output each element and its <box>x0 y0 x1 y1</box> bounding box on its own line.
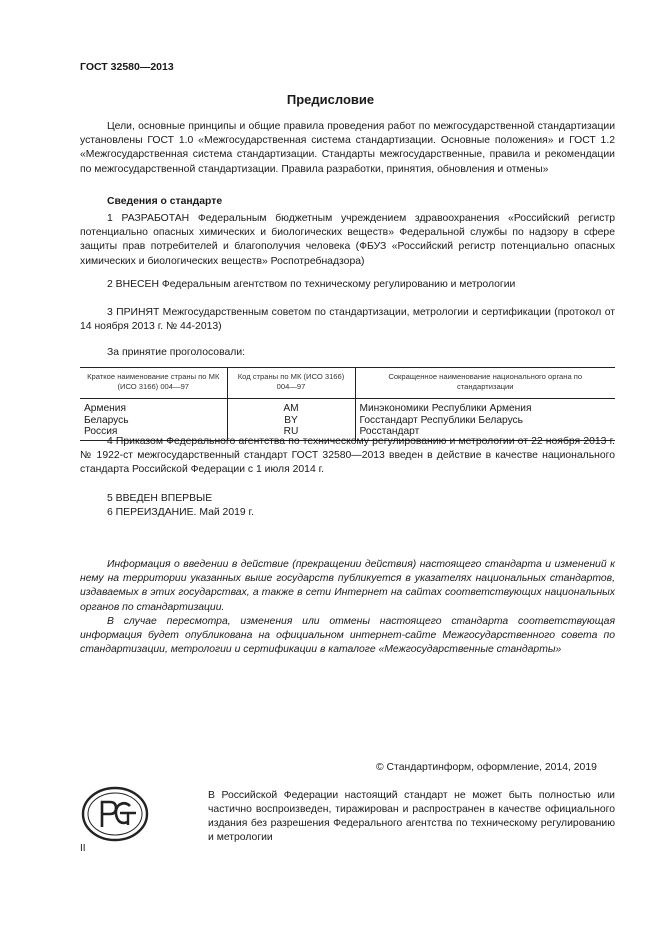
notice-text: В Российской Федерации настоящий стандарт не может быть полностью или частично воспроизведен, тиражирован и распространен в качестве официального издания без разрешения Федерального агентства по техническому регулированию и метрологии <box>208 790 615 843</box>
table-cell-code: BY <box>227 415 355 427</box>
item-introduced-text: 2 ВНЕСЕН Федеральным агентством по техническому регулированию и метрологии <box>107 279 516 290</box>
item-order <box>80 435 615 478</box>
page-title: Предисловие <box>286 92 375 107</box>
item-first-text: 5 ВВЕДЕН ВПЕРВЫЕ <box>107 493 213 504</box>
item-developed <box>80 212 615 269</box>
page-number: II <box>80 843 86 854</box>
copyright: © Стандартинформ, оформление, 2014, 2019 <box>376 762 597 773</box>
table-cell-body: Росстандарт <box>355 426 615 440</box>
item-developed-text: 1 РАЗРАБОТАН Федеральным бюджетным учреждением здравоохранения «Российский регистр потенциально опасных химических и биологических веществ» Федеральной службы по надзору в сфере защиты прав потребителей и благополучия человека (ФБУЗ «Российский регистр потенциально опасных химических и биологических веществ» Роспотребнадзора) <box>80 213 615 267</box>
intro-paragraph <box>80 120 615 177</box>
table-header-row <box>80 368 615 399</box>
table-cell-country: Беларусь <box>84 414 129 426</box>
table-cell-body: Госстандарт Республики Беларусь <box>355 415 615 427</box>
item-adopted <box>80 306 615 334</box>
rst-logo-icon <box>80 785 150 843</box>
document-header: ГОСТ 32580—2013 <box>80 61 174 73</box>
item-first <box>80 492 615 506</box>
table-header-country: Краткое наименование страны по МК (ИСО 3166) 004—97 <box>80 368 227 399</box>
item-reissue <box>80 506 615 520</box>
voting-table <box>80 367 615 441</box>
section-title: Сведения о стандарте <box>107 196 223 207</box>
item-introduced <box>80 278 615 292</box>
table-header-body: Сокращенное наименование национального органа по стандартизации <box>355 368 615 399</box>
info-block <box>80 558 615 657</box>
info-paragraph: Информация о введении в действие (прекращении действия) настоящего стандарта и изменений к нему на территории указанных выше государств публикуется в указателях национальных стандартов, издаваемых в этих государствах, а также в сети Интернет на сайтах соответствующих национальных органов по стандартизации. <box>80 559 615 613</box>
table-row <box>80 399 615 415</box>
table-cell-country: Россия <box>80 426 227 440</box>
item-order-text: 4 Приказом Федерального агентства по техническому регулированию и метрологии от 22 ноября 2013 г. № 1922-ст межгосударственный стандарт ГОСТ 32580—2013 введен в действие в качестве национального стандарта Российской Федерации с 1 июля 2014 г. <box>80 436 615 476</box>
voted-label: За принятие проголосовали: <box>107 347 246 358</box>
table-cell-country: Армения <box>84 403 126 414</box>
item-adopted-text: 3 ПРИНЯТ Межгосударственным советом по стандартизации, метрологии и сертификации (протокол от 14 ноября 2013 г. № 44-2013) <box>80 307 615 333</box>
reproduction-notice <box>208 789 615 845</box>
table-cell-body: Минэкономики Республики Армения <box>355 399 615 415</box>
intro-text: Цели, основные принципы и общие правила проведения работ по межгосударственной стандартизации установлены ГОСТ 1.0 «Межгосударственная система стандартизации. Основные положения» и ГОСТ 1.2 «Межгосударственная система стандартизации. Стандарты межгосударственные, правила и рекомендации по межгосударственной стандартизации. Правила разработки, принятия, обновления и отмены» <box>80 121 615 175</box>
table-header-code: Код страны по МК (ИСО 3166) 004—97 <box>227 368 355 399</box>
table-cell-code: RU <box>227 426 355 440</box>
info-paragraph: В случае пересмотра, изменения или отмены настоящего стандарта соответствующая информация будет опубликована на официальном интернет-сайте Межгосударственного совета по стандартизации, метрологии и сертификации в каталоге «Межгосударственные стандарты» <box>80 615 615 656</box>
item-reissue-text: 6 ПЕРЕИЗДАНИЕ. Май 2019 г. <box>107 507 254 518</box>
table-row <box>80 415 615 427</box>
table-cell-code: AM <box>227 399 355 415</box>
